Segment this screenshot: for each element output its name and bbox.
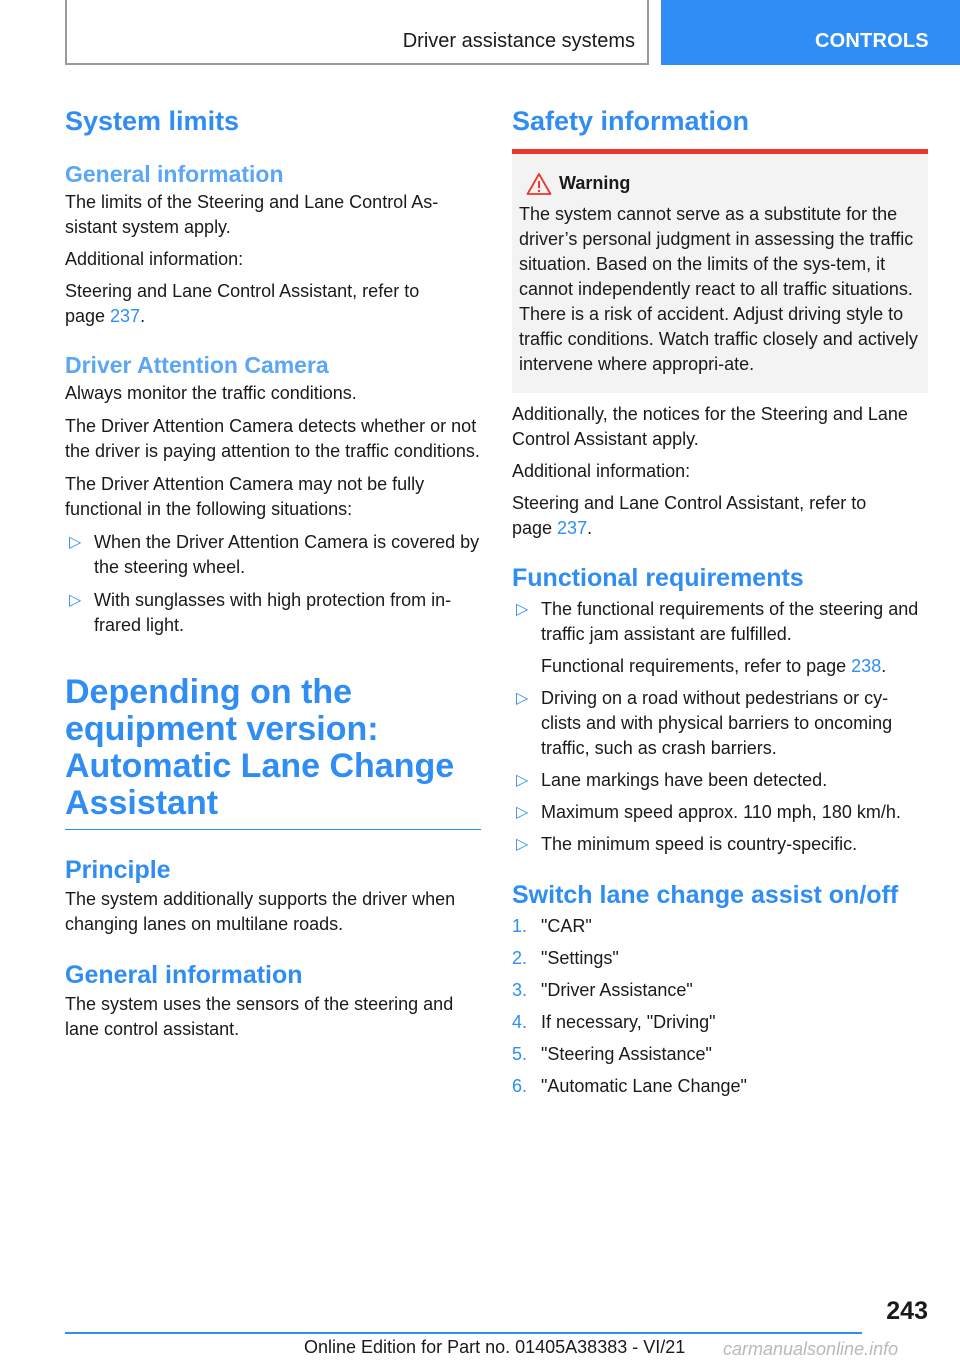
step-number: 4. xyxy=(512,1012,528,1032)
header-chapter-tab xyxy=(661,0,960,65)
bullet-triangle-icon: ▷ xyxy=(516,772,529,789)
right-column xyxy=(512,100,928,1099)
list-item xyxy=(65,530,481,580)
warning-text: The system cannot serve as a substitute for the driver’s personal judgment in assessing the traffic situation. Based on the limits of the sys‐tem, it cannot independently react to all traffic situations. There is a risk of accident. Adjust driving style to traffic conditions. Watch traffic closely and actively intervene where appropri‐ate. xyxy=(519,204,918,374)
list-item xyxy=(512,800,928,825)
step-item xyxy=(512,1010,928,1035)
watermark-text: carmanualsonline.info xyxy=(723,1339,899,1359)
page-number: 243 xyxy=(886,1297,928,1325)
step-number: 6. xyxy=(512,1076,528,1096)
step-text: "Steering Assistance" xyxy=(541,1044,712,1064)
additional-info-label: Additional information: xyxy=(512,461,691,481)
step-item xyxy=(512,914,928,939)
reference-paragraph xyxy=(65,279,481,329)
principle-text: The system additionally supports the driver when changing lanes on multilane roads. xyxy=(65,889,456,934)
step-text: If necessary, "Driving" xyxy=(541,1012,716,1032)
general-info-heading: General information xyxy=(65,161,284,187)
page-link-238[interactable]: 238 xyxy=(851,656,882,676)
list-item xyxy=(512,768,928,793)
page-link-237[interactable]: 237 xyxy=(110,306,141,326)
reference-text: Steering and Lane Control Assistant, refer to xyxy=(65,281,420,301)
warning-header xyxy=(519,172,922,198)
list-item xyxy=(512,686,928,761)
camera-paragraph-3: The Driver Attention Camera may not be fully functional in the following situations: xyxy=(65,474,425,519)
reference-text: Steering and Lane Control Assistant, refer to xyxy=(512,493,867,513)
step-text: "Settings" xyxy=(541,948,619,968)
bullet-text: When the Driver Attention Camera is covered by the steering wheel. xyxy=(94,532,480,577)
bullet-triangle-icon: ▷ xyxy=(516,836,529,853)
step-number: 2. xyxy=(512,948,528,968)
edition-text: Online Edition for Part no. 01405A38383 - VI/21 xyxy=(304,1337,686,1357)
system-limits-heading: System limits xyxy=(65,106,240,136)
reference-page-prefix: page xyxy=(65,306,111,326)
functional-reference-end: . xyxy=(881,656,887,676)
step-item xyxy=(512,1074,928,1099)
list-item xyxy=(512,597,928,679)
reference-end: . xyxy=(140,306,146,326)
section-title: Driver assistance systems xyxy=(402,30,635,52)
bullet-triangle-icon: ▷ xyxy=(516,804,529,821)
switch-heading: Switch lane change assist on/off xyxy=(512,881,899,909)
bullet-text: With sunglasses with high protection from in‐frared light. xyxy=(94,590,452,635)
notices-text: Additionally, the notices for the Steering and Lane Control Assistant apply. xyxy=(512,404,908,449)
step-item xyxy=(512,946,928,971)
functional-reference xyxy=(541,654,928,679)
bullet-text: Lane markings have been detected. xyxy=(541,770,828,790)
reference-page-prefix: page xyxy=(512,518,558,538)
step-item xyxy=(512,1042,928,1067)
left-column xyxy=(65,100,481,1042)
footer-divider xyxy=(65,1332,862,1334)
warning-triangle-icon xyxy=(526,172,552,201)
general-info-text: The limits of the Steering and Lane Control As‐sistant system apply. xyxy=(65,192,439,237)
camera-paragraph-2: The Driver Attention Camera detects whether or not the driver is paying attention to the traffic conditions. xyxy=(65,416,480,461)
bullet-text: The functional requirements of the steering and traffic jam assistant are fulfilled. xyxy=(541,599,919,644)
step-number: 3. xyxy=(512,980,528,1000)
step-number: 1. xyxy=(512,916,528,936)
list-item xyxy=(65,588,481,638)
bullet-triangle-icon: ▷ xyxy=(69,592,82,609)
step-text: "Driver Assistance" xyxy=(541,980,693,1000)
bullet-text: Maximum speed approx. 110 mph, 180 km/h. xyxy=(541,802,901,822)
safety-heading: Safety information xyxy=(512,106,750,136)
step-item xyxy=(512,978,928,1003)
bullet-triangle-icon: ▷ xyxy=(69,534,82,551)
bullet-text: Driving on a road without pedestrians or cy‐clists and with physical barriers to oncoming traffic, such as crash barriers. xyxy=(541,688,893,758)
header-section-box xyxy=(65,0,649,65)
general-info2-text: The system uses the sensors of the steering and lane control assistant. xyxy=(65,994,454,1039)
additional-info-label: Additional information: xyxy=(65,249,244,269)
chapter-label: CONTROLS xyxy=(815,30,929,52)
warning-title: Warning xyxy=(559,173,631,193)
reference-paragraph xyxy=(512,491,928,541)
bullet-triangle-icon: ▷ xyxy=(516,690,529,707)
page-link-237[interactable]: 237 xyxy=(557,518,588,538)
camera-heading: Driver Attention Camera xyxy=(65,352,329,378)
bullet-text: The minimum speed is country-specific. xyxy=(541,834,858,854)
functional-heading: Functional requirements xyxy=(512,564,804,592)
principle-heading: Principle xyxy=(65,856,171,884)
functional-reference-text: Functional requirements, refer to page xyxy=(541,656,852,676)
bullet-triangle-icon: ▷ xyxy=(516,601,529,618)
reference-end: . xyxy=(587,518,593,538)
step-text: "CAR" xyxy=(541,916,592,936)
general-info2-heading: General information xyxy=(65,961,303,989)
chapter-heading: Depending on the equipment version: Automatic Lane Change Assistant xyxy=(65,674,481,830)
warning-box xyxy=(512,149,928,393)
step-number: 5. xyxy=(512,1044,528,1064)
step-text: "Automatic Lane Change" xyxy=(541,1076,747,1096)
list-item xyxy=(512,832,928,857)
camera-paragraph-1: Always monitor the traffic conditions. xyxy=(65,383,357,403)
